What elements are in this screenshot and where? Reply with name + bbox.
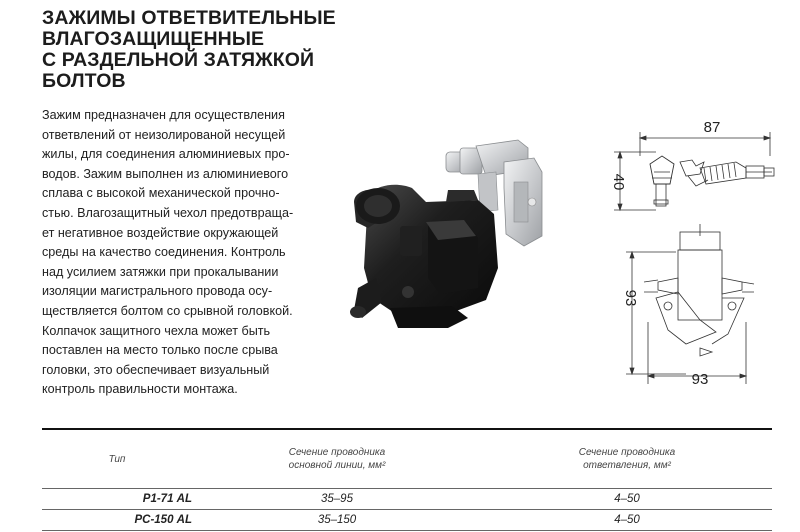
description-line: изоляции магистрального провода осу- <box>42 284 273 299</box>
dim-label-top-width: 87 <box>703 119 721 136</box>
description-line: поставлен на место только после срыва <box>42 343 278 358</box>
description-line: жилы, для соединения алюминиевых про- <box>42 147 290 162</box>
page-title <box>42 8 342 92</box>
header-line: Сечение проводника <box>578 447 676 458</box>
title-line: ВЛАГОЗАЩИЩЕННЫЕ <box>42 28 265 50</box>
description-line: головки, это обеспечивает визуальный <box>42 362 270 377</box>
clamp-illustration <box>328 118 578 350</box>
description-line: Зажим предназначен для осуществления <box>42 108 285 122</box>
description-text <box>42 106 312 400</box>
description-line: ответвлений от неизолированой несущей <box>42 127 286 142</box>
description-line: стью. Влагозащитный чехол предотвраща- <box>42 205 294 220</box>
title-line: С РАЗДЕЛЬНОЙ ЗАТЯЖКОЙ <box>42 49 315 71</box>
description-line: Колпачок защитного чехла может быть <box>42 323 271 338</box>
cell-branch-section: 4–50 <box>482 510 772 531</box>
technical-drawing <box>596 112 800 390</box>
table-header-row <box>42 429 772 489</box>
cell-type: РС-150 AL <box>42 510 192 531</box>
description-line: водов. Зажим выполнен из алюминиевого <box>42 166 289 181</box>
description-line: среды на качество соединения. Контроль <box>42 245 286 260</box>
header-line: основной линии, мм² <box>288 460 386 471</box>
black-housing <box>350 185 498 328</box>
table-row <box>42 510 772 531</box>
cell-type: Р1-71 AL <box>42 489 192 510</box>
dim-label-top-height: 40 <box>610 173 627 191</box>
title-line: БОЛТОВ <box>42 70 126 92</box>
description-line: над усилием затяжки при прокалывании <box>42 264 279 279</box>
product-photo <box>328 118 578 350</box>
description-line: ет негативное воздействие окружающей <box>42 225 279 240</box>
column-header-type: Тип <box>42 429 192 489</box>
dimension-drawing <box>596 112 800 390</box>
cell-branch-section: 4–50 <box>482 489 772 510</box>
title-line: ЗАЖИМЫ ОТВЕТВИТЕЛЬНЫЕ <box>42 7 336 29</box>
column-header-branch-section <box>482 429 772 489</box>
column-header-main-section <box>192 429 482 489</box>
cell-main-section: 35–150 <box>192 510 482 531</box>
description-line: сплава с высокой механической прочно- <box>42 186 280 201</box>
cell-main-section: 35–95 <box>192 489 482 510</box>
header-line: Сечение проводника <box>288 447 386 458</box>
description-line: ществляется болтом со срывной головкой. <box>42 303 293 318</box>
header-line: ответвления, мм² <box>583 460 671 471</box>
dim-label-front-width: 93 <box>691 371 709 388</box>
dim-label-front-height: 93 <box>622 289 639 307</box>
table-row <box>42 489 772 510</box>
description-line: контроль правильности монтажа. <box>42 382 238 397</box>
spec-table <box>42 428 772 531</box>
